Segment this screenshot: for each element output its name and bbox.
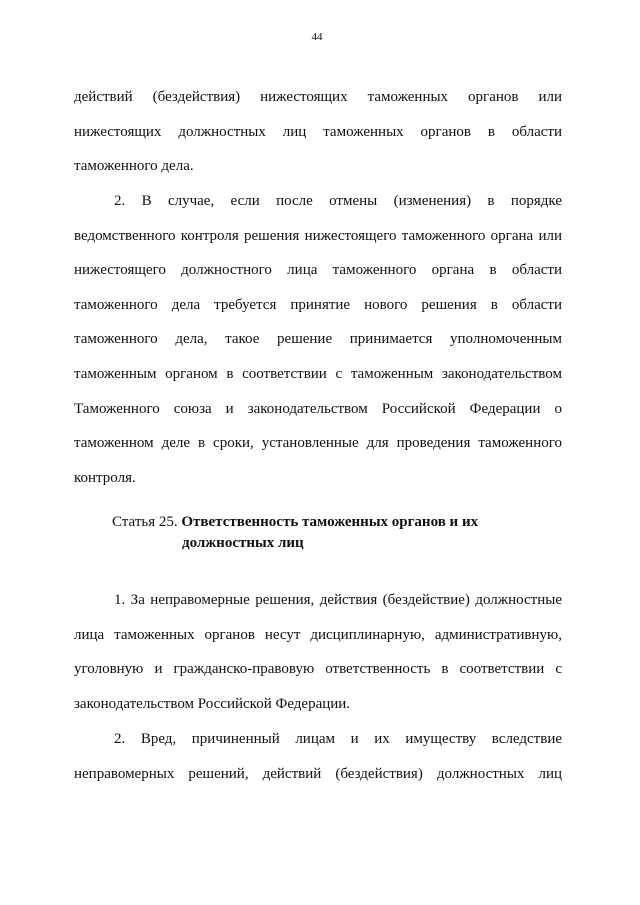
text-line: нижестоящего должностного лица таможенного органа в области (74, 262, 562, 279)
paragraph-2 (74, 184, 562, 495)
text-line: действий (бездействия) нижестоящих таможенных органов или (74, 89, 562, 105)
text-line: лица таможенных органов несут дисциплинарную, административную, (74, 626, 562, 643)
text-line: законодательством Российской Федерации. (74, 695, 351, 712)
article-label: Статья 25. (112, 514, 178, 530)
article-heading (112, 512, 542, 554)
text-line: таможенном деле в сроки, установленные для проведения таможенного (74, 435, 562, 452)
article-paragraph-1 (74, 583, 562, 721)
article-title-continuation: должностных лиц (182, 535, 304, 551)
paragraph-continuation (74, 80, 562, 184)
article-paragraph-2 (74, 722, 562, 791)
text-line: нижестоящих должностных лиц таможенных органов в области (74, 123, 562, 140)
text-line: ведомственного контроля решения нижестоящего таможенного органа или (74, 227, 562, 244)
text-line: контроля. (74, 469, 136, 486)
text-line: Таможенного союза и законодательством Российской Федерации о (74, 400, 562, 417)
article-title: Ответственность таможенных органов и их (181, 514, 479, 530)
page-number: 44 (311, 31, 323, 43)
text-line: уголовную и гражданско-правовую ответственность в соответствии с (74, 661, 562, 678)
text-line: 2. Вред, причиненный лицам и их имуществу вследствие (114, 731, 562, 747)
text-line: таможенного дела, такое решение принимается уполномоченным (74, 331, 562, 348)
text-line: неправомерных решений, действий (бездействия) должностных лиц (74, 765, 562, 782)
text-line: таможенного дела. (74, 158, 194, 175)
text-line: 1. За неправомерные решения, действия (бездействие) должностные (114, 592, 562, 608)
text-line: таможенным органом в соответствии с таможенным законодательством (74, 365, 562, 382)
text-line: таможенного дела требуется принятие нового решения в области (74, 296, 562, 313)
text-line: 2. В случае, если после отмены (изменения) в порядке (114, 193, 562, 209)
